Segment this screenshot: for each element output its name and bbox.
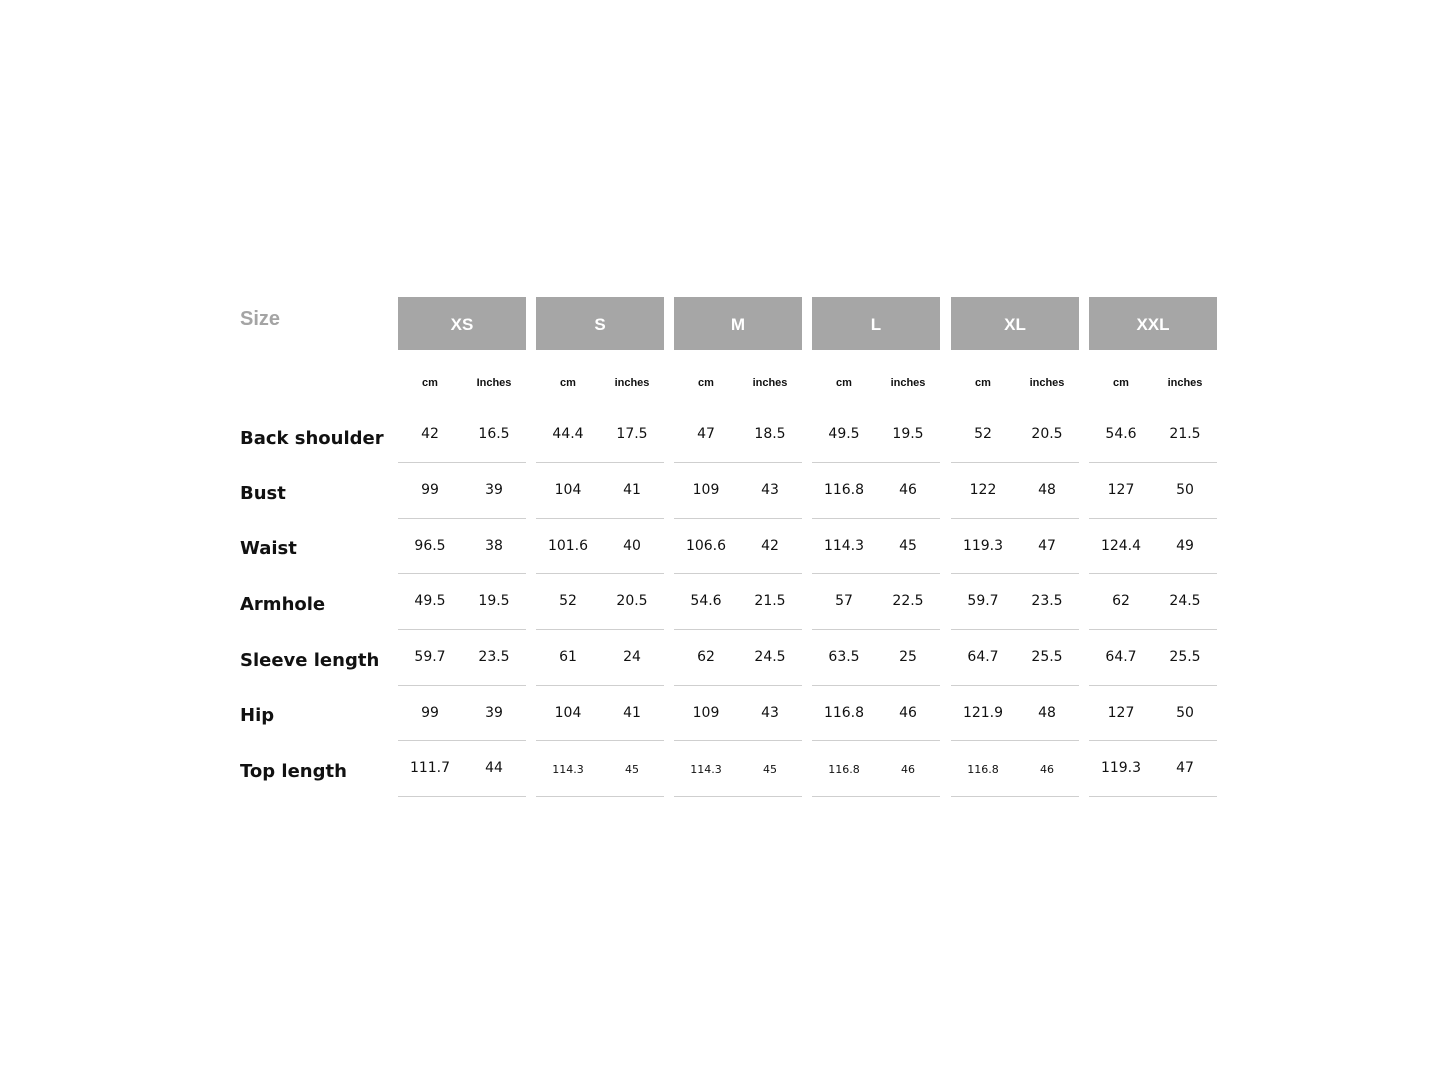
row-divider [951, 740, 1079, 741]
table-cell: 44 [485, 760, 503, 776]
table-cell: 45 [763, 763, 777, 776]
table-cell: 48 [1038, 482, 1056, 498]
row-divider [812, 518, 940, 519]
unit-label: cm [698, 377, 714, 389]
table-cell: 20.5 [1031, 426, 1063, 442]
table-cell: 23.5 [1031, 593, 1063, 609]
unit-label: inches [890, 377, 926, 389]
size-title: Size [240, 308, 281, 330]
row-divider [1089, 629, 1217, 630]
unit-label: cm [422, 377, 438, 389]
unit-label: inches [1029, 377, 1065, 389]
row-divider [674, 573, 802, 574]
table-cell: 49 [1176, 538, 1194, 554]
unit-label: inches [614, 377, 650, 389]
table-cell: 42 [421, 426, 439, 442]
size-header-m: M [674, 297, 802, 350]
unit-label: cm [1113, 377, 1129, 389]
row-divider [951, 573, 1079, 574]
table-cell: 62 [697, 649, 715, 665]
table-cell: 17.5 [616, 426, 648, 442]
table-cell: 25.5 [1031, 649, 1063, 665]
row-divider [398, 462, 526, 463]
table-cell: 64.7 [1105, 649, 1137, 665]
row-label: Armhole [240, 594, 326, 615]
row-label: Top length [240, 761, 347, 782]
table-cell: 116.8 [823, 482, 865, 498]
table-cell: 39 [485, 482, 503, 498]
row-divider [536, 462, 664, 463]
row-divider [812, 573, 940, 574]
table-cell: 119.3 [1100, 760, 1142, 776]
table-cell: 106.6 [685, 538, 727, 554]
row-label: Waist [240, 538, 297, 559]
table-cell: 38 [485, 538, 503, 554]
row-divider [674, 740, 802, 741]
table-cell: 41 [623, 705, 641, 721]
row-divider [951, 796, 1079, 797]
table-cell: 54.6 [1105, 426, 1137, 442]
row-divider [536, 518, 664, 519]
size-header-xs: XS [398, 297, 526, 350]
table-cell: 104 [554, 482, 582, 498]
row-divider [951, 685, 1079, 686]
table-cell: 99 [421, 705, 439, 721]
row-divider [812, 740, 940, 741]
table-cell: 52 [974, 426, 992, 442]
unit-label: inches [752, 377, 788, 389]
table-cell: 24.5 [1169, 593, 1201, 609]
table-cell: 43 [761, 705, 779, 721]
row-divider [398, 629, 526, 630]
row-divider [536, 685, 664, 686]
table-cell: 46 [1040, 763, 1054, 776]
table-cell: 52 [559, 593, 577, 609]
row-divider [1089, 518, 1217, 519]
table-cell: 25 [899, 649, 917, 665]
table-cell: 23.5 [478, 649, 510, 665]
table-cell: 42 [761, 538, 779, 554]
row-divider [812, 629, 940, 630]
row-label: Sleeve length [240, 650, 380, 671]
table-cell: 114.3 [552, 763, 584, 776]
row-divider [674, 518, 802, 519]
row-divider [536, 740, 664, 741]
table-cell: 48 [1038, 705, 1056, 721]
unit-label: Inches [476, 377, 512, 389]
row-divider [951, 462, 1079, 463]
table-cell: 21.5 [754, 593, 786, 609]
table-cell: 39 [485, 705, 503, 721]
row-label: Back shoulder [240, 428, 384, 449]
table-cell: 43 [761, 482, 779, 498]
table-cell: 111.7 [409, 760, 451, 776]
size-header-xl: XL [951, 297, 1079, 350]
table-cell: 116.8 [967, 763, 999, 776]
table-cell: 59.7 [967, 593, 999, 609]
table-cell: 99 [421, 482, 439, 498]
table-cell: 114.3 [690, 763, 722, 776]
table-cell: 101.6 [547, 538, 589, 554]
row-divider [1089, 740, 1217, 741]
table-cell: 62 [1112, 593, 1130, 609]
row-divider [951, 518, 1079, 519]
size-header-xxl: XXL [1089, 297, 1217, 350]
row-divider [1089, 573, 1217, 574]
row-label: Bust [240, 483, 286, 504]
table-cell: 54.6 [690, 593, 722, 609]
table-cell: 50 [1176, 482, 1194, 498]
table-cell: 50 [1176, 705, 1194, 721]
row-divider [398, 685, 526, 686]
table-cell: 109 [692, 482, 720, 498]
row-divider [398, 740, 526, 741]
table-cell: 64.7 [967, 649, 999, 665]
row-divider [398, 796, 526, 797]
table-cell: 61 [559, 649, 577, 665]
table-cell: 41 [623, 482, 641, 498]
table-cell: 22.5 [892, 593, 924, 609]
row-divider [398, 518, 526, 519]
table-cell: 127 [1107, 705, 1135, 721]
row-divider [812, 796, 940, 797]
table-cell: 49.5 [828, 426, 860, 442]
table-cell: 45 [899, 538, 917, 554]
table-cell: 18.5 [754, 426, 786, 442]
table-cell: 21.5 [1169, 426, 1201, 442]
table-cell: 20.5 [616, 593, 648, 609]
size-header-s: S [536, 297, 664, 350]
table-cell: 104 [554, 705, 582, 721]
row-divider [674, 796, 802, 797]
table-cell: 19.5 [478, 593, 510, 609]
table-cell: 25.5 [1169, 649, 1201, 665]
unit-label: cm [836, 377, 852, 389]
table-cell: 19.5 [892, 426, 924, 442]
table-cell: 116.8 [828, 763, 860, 776]
table-cell: 121.9 [962, 705, 1004, 721]
table-cell: 46 [899, 482, 917, 498]
unit-label: cm [975, 377, 991, 389]
row-divider [1089, 462, 1217, 463]
row-divider [674, 629, 802, 630]
table-cell: 40 [623, 538, 641, 554]
table-cell: 47 [1038, 538, 1056, 554]
table-cell: 127 [1107, 482, 1135, 498]
table-cell: 114.3 [823, 538, 865, 554]
unit-label: inches [1167, 377, 1203, 389]
table-cell: 24 [623, 649, 641, 665]
size-header-l: L [812, 297, 940, 350]
row-divider [536, 573, 664, 574]
row-divider [536, 796, 664, 797]
table-cell: 47 [1176, 760, 1194, 776]
table-cell: 46 [901, 763, 915, 776]
unit-label: cm [560, 377, 576, 389]
row-divider [674, 462, 802, 463]
row-divider [1089, 796, 1217, 797]
table-cell: 122 [969, 482, 997, 498]
table-cell: 46 [899, 705, 917, 721]
row-divider [812, 462, 940, 463]
row-label: Hip [240, 705, 275, 726]
row-divider [951, 629, 1079, 630]
table-cell: 57 [835, 593, 853, 609]
table-cell: 49.5 [414, 593, 446, 609]
row-divider [536, 629, 664, 630]
row-divider [674, 685, 802, 686]
table-cell: 119.3 [962, 538, 1004, 554]
table-cell: 116.8 [823, 705, 865, 721]
row-divider [1089, 685, 1217, 686]
table-cell: 24.5 [754, 649, 786, 665]
table-cell: 47 [697, 426, 715, 442]
table-cell: 109 [692, 705, 720, 721]
table-cell: 63.5 [828, 649, 860, 665]
table-cell: 16.5 [478, 426, 510, 442]
table-cell: 124.4 [1100, 538, 1142, 554]
row-divider [812, 685, 940, 686]
table-cell: 45 [625, 763, 639, 776]
table-cell: 96.5 [414, 538, 446, 554]
row-divider [398, 573, 526, 574]
table-cell: 59.7 [414, 649, 446, 665]
table-cell: 44.4 [552, 426, 584, 442]
